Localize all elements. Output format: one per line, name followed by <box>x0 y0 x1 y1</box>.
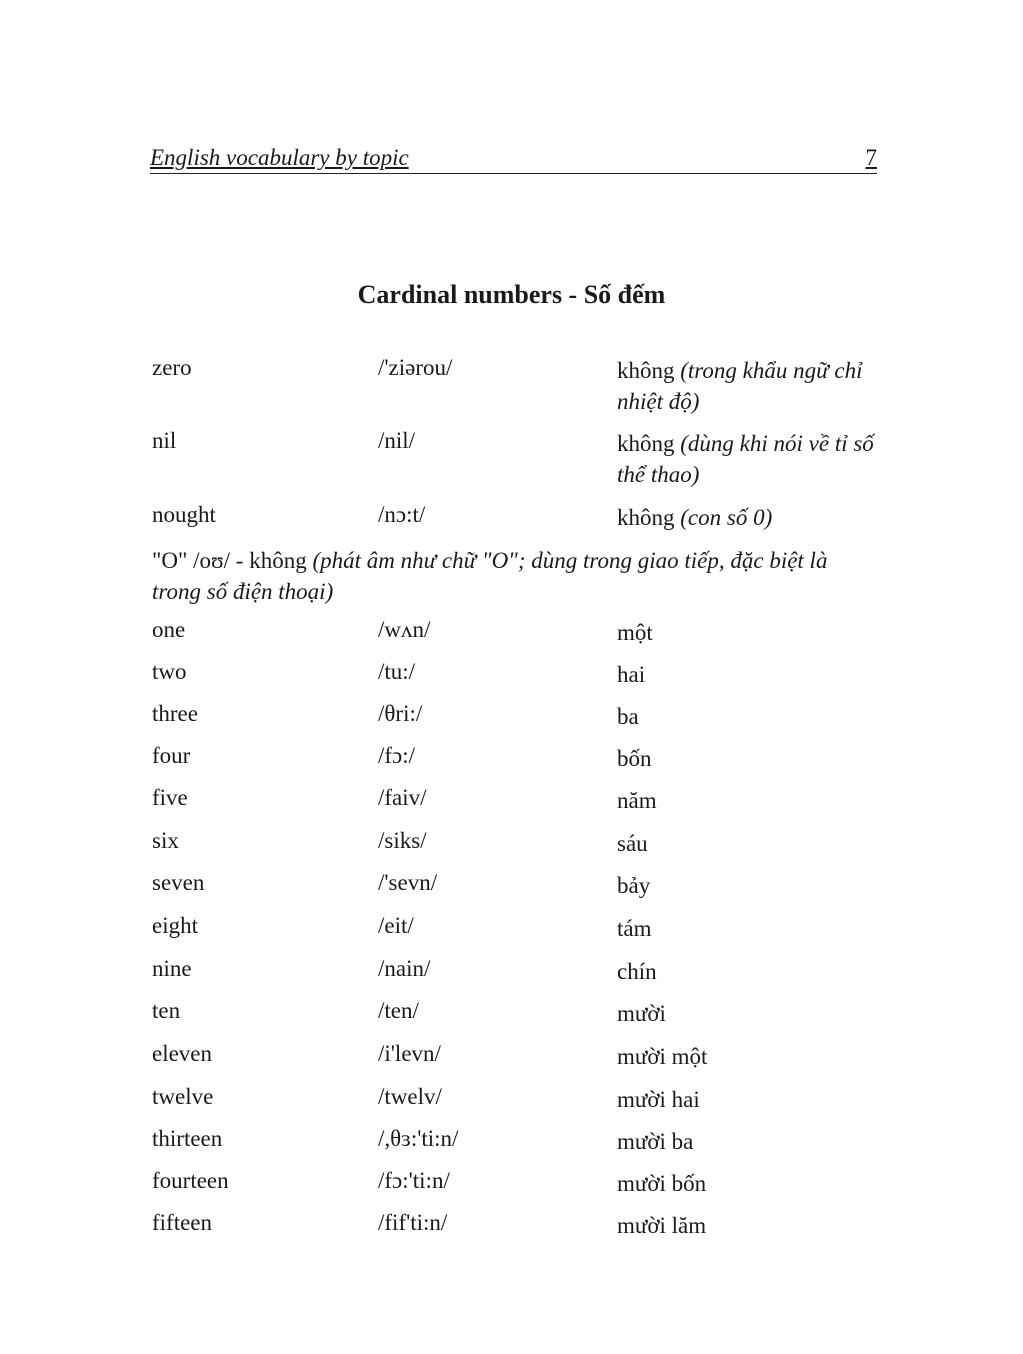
entry-word: ten <box>152 998 181 1023</box>
entry-ipa: /faiv/ <box>378 785 427 810</box>
note-italic: (phát âm như chữ "O"; dùng trong giao tiếp, đặc biệt là trong số điện thoại) <box>152 548 828 604</box>
entry-ipa: /ten/ <box>378 998 419 1023</box>
entry-word: five <box>152 785 188 810</box>
entry-ipa: /θri:/ <box>378 701 423 726</box>
entry-meaning: mười lăm <box>617 1213 707 1238</box>
entry-ipa: /'ziərou/ <box>378 355 453 380</box>
entry-meaning: hai <box>617 662 646 687</box>
note-lead: "O" /oʊ/ - không <box>152 548 313 573</box>
entry-meaning: bốn <box>617 746 652 771</box>
entry-word: eleven <box>152 1041 213 1066</box>
entry-ipa: /fɔ:'ti:n/ <box>378 1168 450 1193</box>
entry-meaning: mười một <box>617 1044 708 1069</box>
entry-meaning: một <box>617 620 653 645</box>
entry-word: two <box>152 659 187 684</box>
meaning-note: (trong khẩu ngữ chỉ nhiệt độ) <box>617 358 863 414</box>
entry-ipa: /fɔ:/ <box>378 743 416 768</box>
entry-ipa: /i'levn/ <box>378 1041 441 1066</box>
section-title: Cardinal numbers - Số đếm <box>357 280 666 309</box>
entry-ipa: /eit/ <box>378 913 414 938</box>
entry-meaning: bảy <box>617 873 651 898</box>
meaning-note: (dùng khi nói về tỉ số thể thao) <box>617 431 874 487</box>
entry-word: four <box>152 743 191 768</box>
entry-word: six <box>152 828 179 853</box>
entry-word: twelve <box>152 1084 214 1109</box>
entry-ipa: /'sevn/ <box>378 870 438 895</box>
entry-ipa: /nil/ <box>378 428 416 453</box>
entry-meaning: chín <box>617 959 657 984</box>
entry-ipa: /,θɜ:'ti:n/ <box>378 1126 459 1151</box>
running-title: English vocabulary by topic <box>150 145 409 170</box>
entry-meaning <box>617 428 877 490</box>
entry-word: three <box>152 701 198 726</box>
entry-word: fourteen <box>152 1168 229 1193</box>
page-number: 7 <box>865 145 877 170</box>
entry-meaning: ba <box>617 704 639 729</box>
entry-meaning <box>617 355 877 417</box>
entry-ipa: /nɔ:t/ <box>378 502 426 527</box>
entry-word: one <box>152 617 186 642</box>
entry-meaning: mười hai <box>617 1087 700 1112</box>
meaning-text: không <box>617 505 675 530</box>
entry-ipa: /nain/ <box>378 956 431 981</box>
entry-word: thirteen <box>152 1126 223 1151</box>
entry-word: nine <box>152 956 192 981</box>
meaning-note: (con số 0) <box>680 505 773 530</box>
meaning-text: không <box>617 358 675 383</box>
entry-ipa: /tu:/ <box>378 659 416 684</box>
entry-meaning: mười ba <box>617 1129 694 1154</box>
entry-meaning: mười bốn <box>617 1171 707 1196</box>
meaning-text: không <box>617 431 675 456</box>
entry-meaning <box>617 502 877 533</box>
entry-ipa: /twelv/ <box>378 1084 442 1109</box>
entry-meaning: năm <box>617 788 657 813</box>
entry-meaning: tám <box>617 916 652 941</box>
entry-word: eight <box>152 913 198 938</box>
entry-ipa: /siks/ <box>378 828 427 853</box>
entry-word: zero <box>152 355 192 380</box>
entry-meaning: sáu <box>617 831 648 856</box>
entry-ipa: /wʌn/ <box>378 617 431 642</box>
entry-word: fifteen <box>152 1210 213 1235</box>
special-note <box>152 545 877 607</box>
entry-ipa: /fif'ti:n/ <box>378 1210 448 1235</box>
entry-meaning: mười <box>617 1001 666 1026</box>
running-header <box>150 143 877 174</box>
entry-word: seven <box>152 870 205 895</box>
entry-word: nought <box>152 502 216 527</box>
entry-word: nil <box>152 428 177 453</box>
